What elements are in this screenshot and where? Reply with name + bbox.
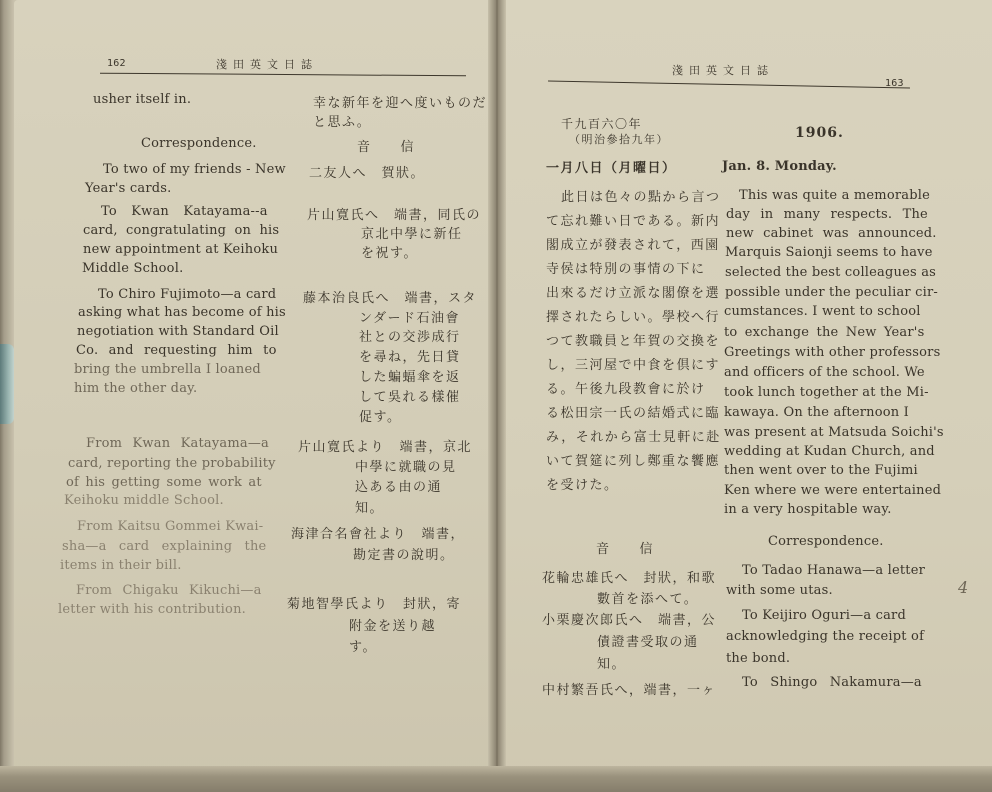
left-en-line: bring the umbrella I loaned [74,362,261,377]
right-jp-line: 寺侯は特別の事情の下に [546,262,706,277]
left-jp-line: 海津合名會社より 端書， [291,527,466,542]
right-jp-line: 花輪忠雄氏へ 封狀，和歌 [542,571,717,586]
left-en-line: negotiation with Standard Oil [77,324,279,339]
right-en-line: Marquis Saionji seems to have [725,245,933,260]
page-bottom-edge [0,766,992,792]
year-jp-meiji: （明治參拾九年） [569,133,669,146]
right-jp-line: 數首を添へて。 [597,592,699,607]
year-jp: 千九百六〇年 [561,117,643,131]
left-en-line: card, congratulating on his [83,223,280,238]
right-jp-line: る。午後九段教會に於け [546,382,706,397]
right-en-line: To Shingo Nakamura—a [742,675,922,690]
left-jp-line: 京北中學に新任 [361,227,463,242]
left-jp-line: 知。 [355,501,385,516]
right-en-line: wedding at Kudan Church, and [724,444,935,459]
right-en-line: and officers of the school. We [724,365,925,380]
left-jp-line: 二友人へ 賀狀。 [309,166,426,181]
left-jp-line: 込ある由の通 [355,480,443,495]
left-en-line: From Kwan Katayama—a [86,436,269,451]
right-en-line: Greetings with other professors [724,345,941,360]
right-en-line: day in many respects. The [726,207,928,222]
right-en-line: Ken where we were entertained [724,483,942,498]
right-jp-line: を受けた。 [546,478,619,493]
right-en-line: cumstances. I went to school [724,304,921,319]
right-en-line: kawaya. On the afternoon I [724,405,910,420]
right-en-line: then went over to the Fujimi [724,463,918,478]
right-en-line: the bond. [726,651,791,666]
left-en-line: To two of my friends - New [103,162,286,177]
right-jp-line: て忘れ難い日である。新内 [546,214,721,229]
left-running-header: 淺田英文日誌 [216,58,318,71]
left-jp-heading: 音 信 [357,140,416,155]
left-en-line: card, reporting the probability [68,456,276,471]
left-en-line: letter with his contribution. [58,602,246,617]
left-jp-line: を祝す。 [361,246,418,261]
left-en-line: Middle School. [82,261,184,276]
left-en-line: From Chigaku Kikuchi—a [76,583,262,598]
left-en-line: To Kwan Katayama--a [101,204,268,219]
right-en-line: was present at Matsuda Soichi's [724,425,944,440]
left-en-line: sha—a card explaining the [62,539,267,554]
date-jp: 一月八日（月曜日） [546,161,677,176]
left-jp-line: 藤本治良氏へ 端書，スタ [303,291,478,306]
right-jp-line: 此日は色々の點から言つ [561,190,721,205]
right-running-header: 淺田英文日誌 [672,64,774,77]
left-en-line: From Kaitsu Gommei Kwai- [77,519,264,534]
left-jp-line: 促す。 [359,410,402,425]
left-jp-line: 附金を送り越 [349,619,437,634]
left-jp-line: 片山寛氏へ 端書，同氏の [307,208,482,223]
right-jp-line: 中村繁吾氏へ，端書，一ヶ [542,683,717,698]
right-jp-line: 債證書受取の通 [597,635,699,650]
left-page-number: 162 [107,58,126,69]
left-en-line: new appointment at Keihoku [83,242,279,257]
left-jp-line: 菊地智學氏より 封狀，寄 [287,597,462,612]
left-jp-line: して吳れる樣催 [359,390,461,405]
left-jp-line: 中學に就職の見 [355,460,457,475]
right-jp-line: し，三河屋で中食を倶にす [546,358,721,373]
right-en-line: To Keijiro Oguri—a card [742,608,906,623]
right-en-line: took lunch together at the Mi- [724,385,929,400]
left-jp-line: 幸な新年を迎へ度いものだ [313,96,488,111]
left-en-line: of his getting some work at [66,475,262,490]
left-en-line: asking what has become of his [78,305,286,320]
right-jp-line: 小栗慶次郎氏へ 端書，公 [542,613,717,628]
right-jp-line: 知。 [597,657,627,672]
left-en-line: usher itself in. [93,92,192,107]
right-en-line: This was quite a memorable [739,188,930,203]
right-en-line: To Tadao Hanawa—a letter [742,563,926,578]
right-jp-line: み，それから富士見軒に赴 [546,430,721,445]
year-en: 1906. [795,125,844,141]
right-jp-line: いて賀筵に列し鄭重な饗應 [546,454,721,469]
right-jp-line: 擇されたらしい。學校へ行 [546,310,721,325]
date-en: Jan. 8. Monday. [722,159,837,174]
left-en-line: Co. and requesting him to [76,343,277,358]
right-en-line: new cabinet was announced. [726,226,937,241]
left-en-heading: Correspondence. [141,136,257,151]
left-jp-line: 社との交渉成行 [359,330,461,345]
left-jp-line: を尋ね，先日貸 [359,350,461,365]
right-en-line: acknowledging the receipt of [726,629,925,644]
left-en-line: Keihoku middle School. [64,493,224,508]
left-jp-line: 片山寛氏より 端書，京北 [298,440,473,455]
left-jp-line: した蝙蝠傘を返 [359,370,461,385]
right-en-line: possible under the peculiar cir- [725,285,939,300]
right-en-line: in a very hospitable way. [724,502,892,517]
left-jp-line: す。 [349,640,377,655]
right-jp-line: つて教職員と年賀の交換を [546,334,721,349]
right-jp-heading: 音 信 [596,542,655,557]
right-en-line: to exchange the New Year's [724,325,925,340]
left-en-line: Year's cards. [85,181,172,196]
left-jp-line: 勘定書の說明。 [353,548,455,563]
left-en-line: items in their bill. [60,558,182,573]
right-jp-line: 出來るだけ立派な閣僚を選 [546,286,721,301]
left-jp-line: ンダード石油會 [359,311,460,326]
left-en-line: him the other day. [74,381,198,396]
left-en-line: To Chiro Fujimoto—a card [98,287,277,302]
right-en-line: selected the best colleagues as [725,265,937,280]
left-jp-line: と思ふ。 [313,115,372,130]
right-jp-line: る松田宗一氏の結婚式に臨 [546,406,721,421]
bookmark-tab [0,344,14,424]
right-jp-line: 閣成立が發表されて，西園 [546,238,720,253]
right-page-number: 163 [885,78,904,89]
right-en-heading: Correspondence. [768,534,884,549]
book-gutter [488,0,506,792]
right-en-line: with some utas. [726,583,833,598]
pencil-margin-mark: 4 [958,578,969,597]
